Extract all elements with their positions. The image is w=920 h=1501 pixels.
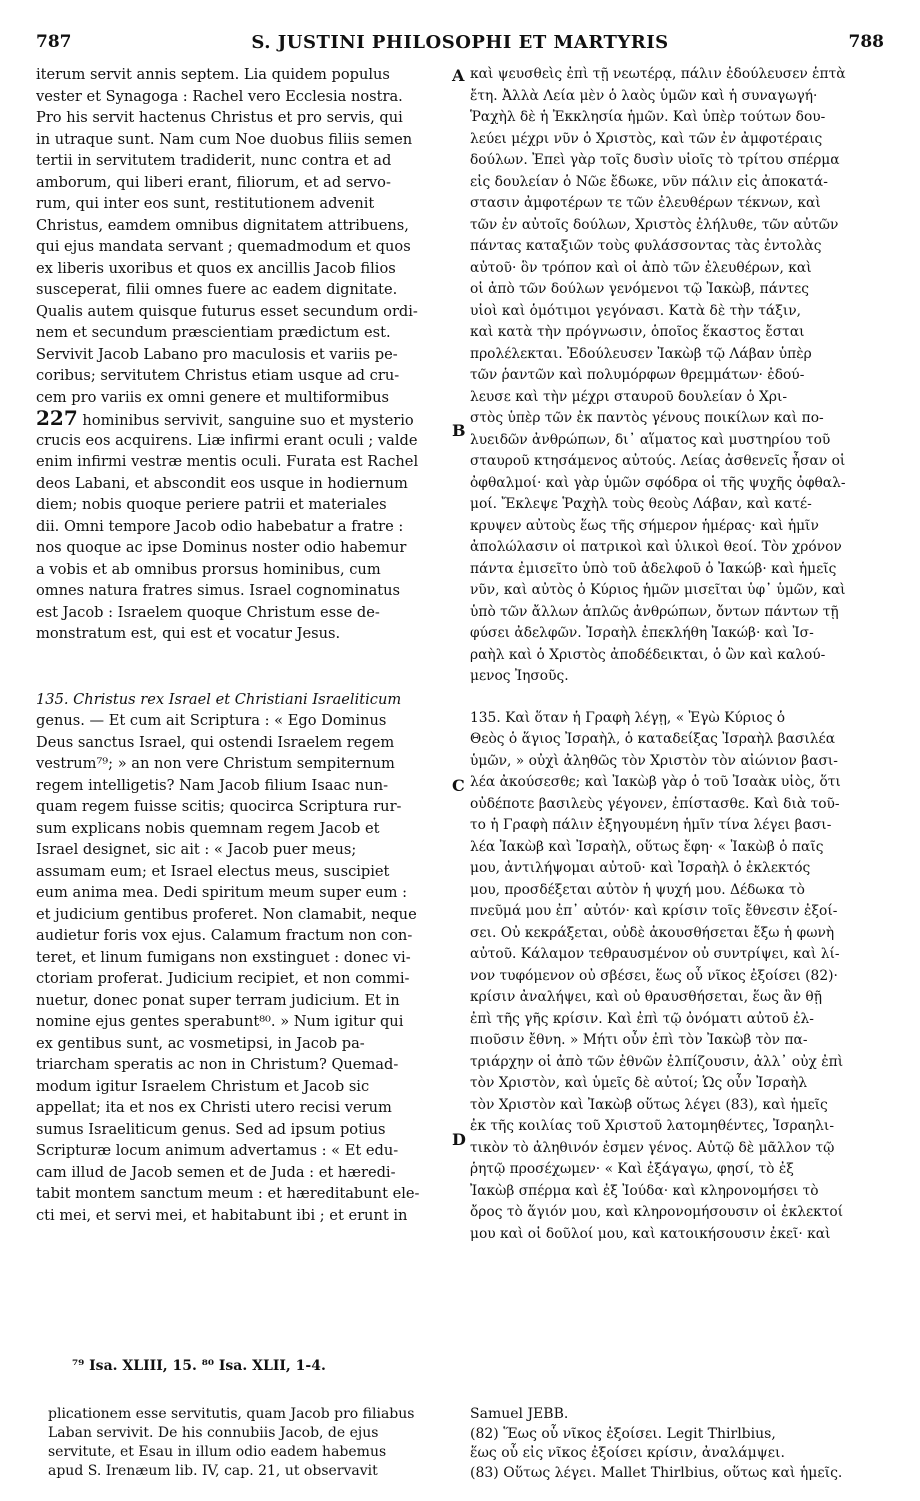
text-line: tabit montem sanctum meum : et hæreditabunt ele- (36, 1185, 420, 1202)
text-line: tertii in servitutem tradiderit, nunc contra et ad (36, 152, 392, 169)
text-line: et judicium gentibus proferet. Non clamabit, neque (36, 905, 417, 923)
text-line: ἐκ τῆς κοιλίας τοῦ Χριστοῦ λατομηθέντες, Ἰσραηλι- (470, 1118, 835, 1134)
latin-lower-notes (48, 1405, 458, 1481)
text-line: eum anima mea. Dedi spiritum meum super eum : (36, 884, 408, 901)
text-line: rum, qui inter eos sunt, restitutionem advenit (36, 195, 375, 212)
text-line: ex liberis uxoribus et quos ex ancillis Jacob filios (36, 259, 396, 277)
footnotes: ⁷⁹ Isa. XLIII, 15. ⁸⁰ Isa. XLII, 1-4. (72, 1358, 326, 1374)
text-line: plicationem esse servitutis, quam Jacob pro filiabus (48, 1406, 415, 1422)
latin-line-text: hominibus servivit, sanguine suo et mysterio (82, 412, 414, 429)
text-line: καὶ ψευσθεὶς ἐπὶ τῇ νεωτέρᾳ, πάλιν ἐδούλευσεν ἑπτὰ (470, 66, 846, 82)
margin-marker-a: A (452, 66, 465, 85)
text-line: κρίσιν ἀναλήψει, καὶ οὐ θραυσθήσεται, ἕως ἂν θῇ (470, 989, 822, 1005)
text-line: qui ejus mandata servant ; quemadmodum et quos (36, 238, 411, 255)
text-line: μενος Ἰησοῦς. (470, 668, 569, 684)
text-line: πνεῦμά μου ἐπ᾽ αὐτόν· καὶ κρίσιν τοῖς ἔθνεσιν ἐξοί- (470, 903, 838, 919)
text-line: Israel designet, sic ait : « Jacob puer meus; (36, 841, 357, 858)
text-line: μοί. Ἔκλεψε Ῥαχὴλ τοὺς θεοὺς Λάβαν, καὶ κατέ- (470, 496, 812, 512)
text-line: λέα ἀκούσεσθε; καὶ Ἰακὼβ γὰρ ὁ τοῦ Ἰσαὰκ υἱὸς, ὅτι (470, 774, 841, 790)
text-line: λυειδῶν ἀνθρώπων, δι᾽ αἵματος καὶ μυστηρίου τοῦ (470, 431, 831, 448)
text-line: ὄρος τὸ ἅγιόν μου, καὶ κληρονομήσουσιν οἱ ἐκλεκτοί (470, 1204, 844, 1220)
text-line: servitute, et Esau in illum odio eadem habemus (48, 1444, 387, 1460)
text-line: audietur foris vox ejus. Calamum fractum non con- (36, 927, 413, 944)
text-line: ex gentibus sunt, ac vosmetipsi, in Jacob pa- (36, 1034, 365, 1052)
text-line: coribus; servitutem Christus etiam usque ad cru- (36, 367, 400, 384)
text-line: ὑμῶν, » οὐχὶ ἀληθῶς τὸν Χριστὸν τὸν αἰώνιον βασι- (470, 752, 838, 769)
text-line: vestrum⁷⁹; » an non vere Christum sempiternum (36, 755, 395, 772)
text-line: Deus sanctus Israel, qui ostendi Israelem regem (36, 733, 395, 751)
text-line: λέα Ἰακὼβ καὶ Ἰσραὴλ, οὕτως ἔφη· « Ἰακὼβ ὁ παῖς (470, 838, 824, 855)
text-line: ῥητῷ προσέχωμεν· « Καὶ ἐξάγαγω, φησί, τὸ ἐξ (470, 1161, 794, 1177)
text-line: cti mei, et servi mei, et habitabunt ibi ; et erunt in (36, 1206, 408, 1224)
text-line: Laban servivit. De his connubiis Jacob, de ejus (48, 1425, 379, 1441)
text-line: τὸν Χριστὸν καὶ Ἰακὼβ οὕτως λέγει (83), καὶ ἡμεῖς (470, 1096, 828, 1113)
text-line: amborum, qui liberi erant, filiorum, et ad servo- (36, 173, 391, 191)
text-line: genus. — Et cum ait Scriptura : « Ego Dominus (36, 712, 387, 729)
text-line: (83) Οὕτως λέγει. Mallet Thirlbius, οὕτως καὶ ἡμεῖς. (470, 1464, 843, 1481)
text-line: πιοῦσιν ἔθνη. » Μήτι οὖν ἐπὶ τὸν Ἰακὼβ τὸν πα- (470, 1032, 808, 1048)
text-line: νῦν, καὶ αὐτὸς ὁ Κύριος ἡμῶν μισεῖται ὑφ᾽ ὑμῶν, καὶ (470, 582, 846, 598)
text-line: στὸς ὑπὲρ τῶν ἐκ παντὸς γένους ποικίλων καὶ πο- (470, 410, 824, 426)
text-line: εἰς δουλείαν ὁ Νῶε ἔδωκε, νῦν πάλιν εἰς ἀποκατά- (470, 173, 828, 190)
text-line: πάντα ἐμισεῖτο ὑπὸ τοῦ ἀδελφοῦ ὁ Ἰακώβ· καὶ ἡμεῖς (470, 560, 837, 577)
text-line: μου, ἀντιλήψομαι αὐτοῦ· καὶ Ἰσραὴλ ὁ ἐκλεκτός (470, 860, 811, 876)
text-line: omnes natura fratres simus. Israel cognominatus (36, 582, 401, 599)
text-line: nuetur, donec ponat super terram judicium. Et in (36, 991, 400, 1009)
page-number-right: 788 (848, 32, 884, 52)
text-line: κρυψεν αὐτοὺς ἕως τῆς σήμερον ἡμέρας· καὶ ἡμῖν (470, 517, 819, 534)
greek-lower-notes (470, 1405, 890, 1483)
text-line: quam regem fuisse scitis; quocirca Scriptura rur- (36, 798, 402, 815)
text-line: 135. Καὶ ὅταν ἡ Γραφὴ λέγῃ, « Ἐγὼ Κύριος ὁ (470, 709, 786, 726)
text-line: νον τυφόμενον οὐ σβέσει, ἕως οὗ νῖκος ἐξοίσει (82)· (470, 967, 838, 984)
text-line: cem pro variis ex omni genere et multiformibus (36, 388, 389, 406)
text-line: τριάρχην οἱ ἀπὸ τῶν ἐθνῶν ἐλπίζουσιν, ἀλλ᾽ οὐχ ἐπὶ (470, 1053, 844, 1070)
text-line: susceperat, filii omnes fuere ac eadem dignitate. (36, 281, 398, 298)
text-line: σταυροῦ κτησάμενος αὐτούς. Λείας ἀσθενεῖς ἦσαν οἱ (470, 453, 846, 469)
text-line: Servivit Jacob Labano pro maculosis et variis pe- (36, 345, 398, 363)
text-line: triarcham speratis ac non in Christum? Quemad- (36, 1056, 399, 1073)
text-line: nem et secundum præscientiam prædictum est. (36, 324, 391, 341)
running-title: S. JUSTINI PHILOSOPHI ET MARTYRIS (251, 32, 669, 53)
text-line: enim infirmi vestræ mentis oculi. Furata est Rachel (36, 453, 419, 470)
text-line: ἔτη. Ἀλλὰ Λεία μὲν ὁ λαὸς ὑμῶν καὶ ἡ συναγωγή· (470, 87, 818, 104)
text-line: sum explicans nobis quemnam regem Jacob et (36, 819, 380, 837)
text-line: apud S. Irenæum lib. IV, cap. 21, ut observavit (48, 1463, 378, 1479)
text-line: Ἰακὼβ σπέρμα καὶ ἐξ Ἰούδα· καὶ κληρονομήσει τὸ (470, 1182, 819, 1199)
text-line: τικὸν τὸ ἀληθινόν ἐσμεν γένος. Αὐτῷ δὲ μᾶλλον τῷ (470, 1139, 835, 1156)
text-line: diem; nobis quoque periere patrii et materiales (36, 496, 387, 513)
text-line: ὑπὸ τῶν ἄλλων ἁπλῶς ἀνθρώπων, ὄντων πάντων τῇ (470, 603, 839, 620)
text-line: in utraque sunt. Nam cum Noe duobus filiis semen (36, 130, 413, 148)
text-line: teret, et linum fumigans non exstinguet : donec vi- (36, 948, 411, 966)
text-line: προλέλεκται. Ἐδούλευσεν Ἰακὼβ τῷ Λάβαν ὑπὲρ (470, 345, 812, 362)
text-line: regem intelligetis? Nam Jacob filium Isaac nun- (36, 776, 389, 794)
page-number-left: 787 (36, 32, 72, 52)
text-line: Pro his servit hactenus Christus et pro servis, qui (36, 109, 403, 126)
text-line: φύσει ἀδελφῶν. Ἰσραὴλ ἐπεκλήθη Ἰακώβ· καὶ Ἰσ- (470, 625, 814, 641)
latin-column (36, 64, 450, 1226)
margin-marker-c: C (452, 776, 465, 795)
text-line: λευσε καὶ τὴν μέχρι σταυροῦ δουλείαν ὁ Χρι- (470, 388, 788, 405)
text-line: Θεὸς ὁ ἅγιος Ἰσραὴλ, ὁ καταδείξας Ἰσραὴλ βασιλέα (470, 731, 836, 747)
text-line: monstratum est, qui est et vocatur Jesus. (36, 625, 341, 642)
text-line: στασιν ἀμφοτέρων τε τῶν ἐλευθέρων τέκνων, καὶ (470, 195, 821, 211)
text-line: ctoriam proferat. Judicium recipiet, et non commi- (36, 970, 410, 987)
text-line: λεύει μέχρι νῦν ὁ Χριστὸς, καὶ τῶν ἐν ἀμφοτέραις (470, 130, 823, 147)
text-line: σει. Οὐ κεκράξεται, οὐδὲ ἀκουσθήσεται ἔξω ἡ φωνὴ (470, 924, 835, 941)
text-line: τὸν Χριστὸν, καὶ ὑμεῖς δὲ αὐτοί; Ὡς οὖν Ἰσραὴλ (470, 1075, 808, 1091)
text-line: τῶν ἐν αὐτοῖς δούλων, Χριστὸς ἐλήλυθε, τῶν αὐτῶν (470, 216, 839, 233)
text-line: vester et Synagoga : Rachel vero Ecclesia nostra. (36, 87, 403, 105)
text-line: αὐτοῦ· ὃν τρόπον καὶ οἱ ἀπὸ τῶν ἐλευθέρων, καὶ (470, 259, 812, 276)
text-line: Ῥαχὴλ δὲ ἡ Ἐκκλησία ἡμῶν. Καὶ ὑπὲρ τούτων δου- (470, 109, 826, 125)
text-line: Scripturæ locum animum advertamus : « Et edu- (36, 1142, 399, 1159)
margin-marker-d: D (452, 1130, 466, 1149)
text-line: Christus, eamdem omnibus dignitatem attribuens, (36, 216, 409, 234)
greek-column (470, 64, 884, 1245)
text-line: nomine ejus gentes sperabunt⁸⁰. » Num igitur qui (36, 1013, 404, 1030)
text-line: το ἡ Γραφὴ πάλιν ἐξηγουμένη ἡμῖν τίνα λέγει βασι- (470, 817, 832, 833)
text-line: iterum servit annis septem. Lia quidem populus (36, 66, 390, 83)
text-line: ἕως οὗ εἰς νῖκος ἐξοίσει κρίσιν, ἀναλάμψει. (470, 1445, 785, 1461)
text-line: modum igitur Israelem Christum et Jacob sic (36, 1077, 370, 1095)
text-line: οἱ ἀπὸ τῶν δούλων γενόμενοι τῷ Ἰακὼβ, πάντες (470, 281, 809, 297)
text-line: deos Labani, et abscondit eos usque in hodiernum (36, 474, 408, 492)
latin-line-227 (36, 408, 450, 430)
text-line: Samuel JEBB. (470, 1406, 569, 1422)
text-line: υἱοὶ καὶ ὁμότιμοι γεγόνασι. Κατὰ δὲ τὴν τάξιν, (470, 302, 802, 319)
text-line: Qualis autem quisque futurus esset secundum ordi- (36, 302, 418, 320)
text-line: dii. Omni tempore Jacob odio habebatur a fratre : (36, 517, 404, 535)
page-header (28, 32, 892, 58)
text-line: assumam eum; et Israel electus meus, suscipiet (36, 862, 390, 880)
text-line: cam illud de Jacob semen et de Juda : et hæredi- (36, 1163, 396, 1181)
edition-page-marker: 227 (36, 408, 78, 430)
text-line: sumus Israeliticum genus. Sed ad ipsum potius (36, 1120, 386, 1138)
text-line: ὀφθαλμοί· καὶ γὰρ ὑμῶν σφόδρα οἱ τῆς ψυχῆς ὀφθαλ- (470, 474, 846, 491)
text-line: δούλων. Ἐπεὶ γὰρ τοῖς δυσὶν υἱοῖς τὸ τρίτου σπέρμα (470, 152, 840, 168)
text-line: nos quoque ac ipse Dominus noster odio habemur (36, 539, 407, 556)
margin-marker-b: B (452, 421, 466, 440)
text-line: a vobis et ab omnibus prorsus hominibus, cum (36, 560, 381, 578)
text-line: πάντας καταξιῶν τοὺς φυλάσσοντας τὰς ἐντολὰς (470, 238, 822, 254)
text-line: appellat; ita et nos ex Christi utero recisi verum (36, 1099, 392, 1116)
text-line: μου, προσδέξεται αὐτὸν ἡ ψυχή μου. Δέδωκα τὸ (470, 881, 805, 898)
text-line: αὐτοῦ. Κάλαμον τεθραυσμένον οὐ συντρίψει, καὶ λί- (470, 946, 840, 962)
text-line: ραὴλ καὶ ὁ Χριστὸς ἀποδέδεικται, ὁ ὢν καὶ καλού- (470, 646, 826, 663)
section-title: 135. Christus rex Israel et Christiani Israeliticum (36, 690, 402, 708)
text-line: crucis eos acquirens. Liæ infirmi erant oculi ; valde (36, 431, 418, 449)
text-line: (82) Ἕως οὗ νῖκος ἐξοίσει. Legit Thirlbius, (470, 1425, 776, 1442)
text-line: μου καὶ οἱ δοῦλοί μου, καὶ κατοικήσουσιν ἐκεῖ· καὶ (470, 1225, 831, 1242)
text-line: οὐδέποτε βασιλεὺς γέγονεν, ἐπίστασθε. Καὶ διὰ τοῦ- (470, 795, 840, 812)
text-line: καὶ κατὰ τὴν πρόγνωσιν, ὁποῖος ἕκαστος ἔσται (470, 324, 805, 340)
text-line: τῶν ῥαντῶν καὶ πολυμόρφων θρεμμάτων· ἐδού- (470, 367, 805, 383)
text-line: est Jacob : Israelem quoque Christum esse de- (36, 603, 380, 621)
text-line: ἐπὶ τῆς γῆς κρίσιν. Καὶ ἐπὶ τῷ ὀνόματι αὐτοῦ ἐλ- (470, 1010, 814, 1027)
text-line: ἀπολώλασιν οἱ πατρικοὶ καὶ ὑλικοὶ θεοί. Τὸν χρόνον (470, 539, 842, 555)
